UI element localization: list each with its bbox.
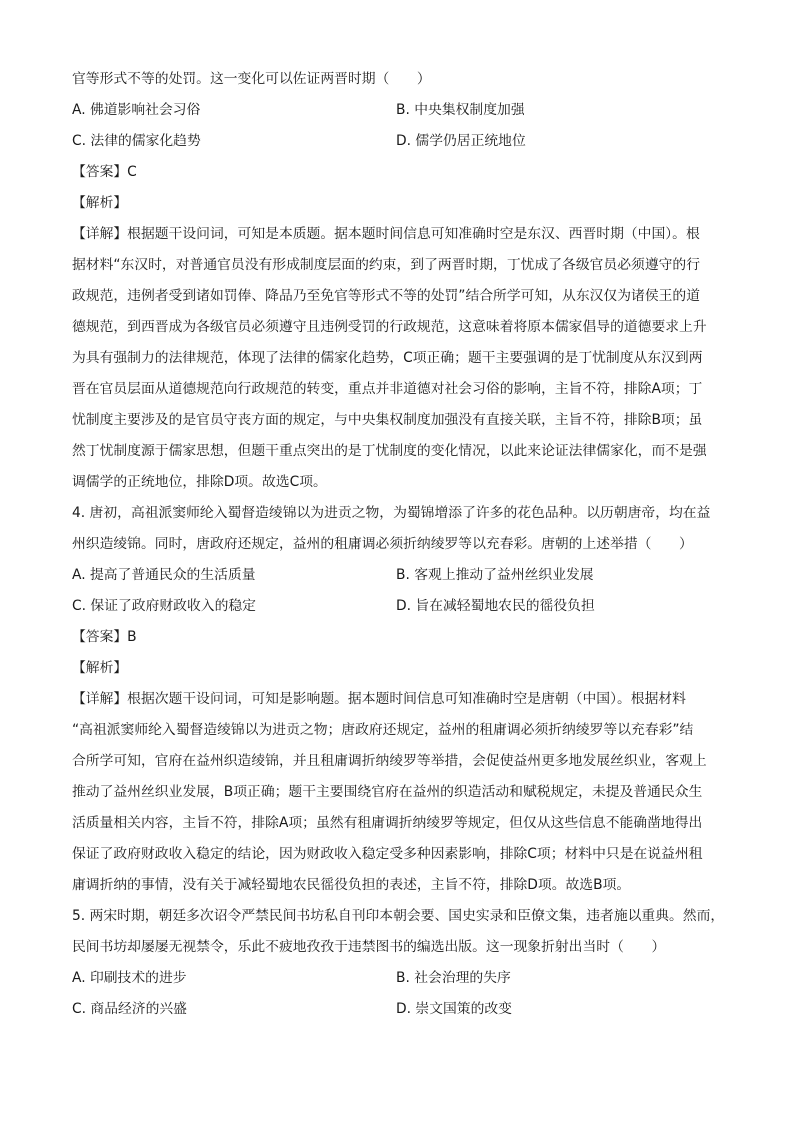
exam-page — [72, 64, 725, 1025]
q3-detail-line: 【详解】根据题干设问词，可知是本质题。据本题时间信息可知准确时空是东汉、西晋时期（中国）。根 — [72, 226, 700, 242]
q3-stem-tail: 官等形式不等的处罚。这一变化可以佐证两晋时期（ ） — [72, 71, 431, 87]
q4-analysis-label: 【解析】 — [72, 660, 128, 676]
q4-options-row-1 — [72, 560, 722, 591]
q4-detail-line: 合所学可知，官府在益州织造绫锦，并且租庸调折纳绫罗等举措，会促使益州更多地发展丝织业，客观上 — [72, 753, 707, 769]
q3-options-row-1 — [72, 95, 722, 126]
q3-detail-line: 然丁忧制度源于儒家思想，但题干重点突出的是丁忧制度的变化情况，以此来论证法律儒家化，而不是强 — [72, 443, 707, 459]
q4-detail-line: 【详解】根据次题干设问词，可知是影响题。据本题时间信息可知准确时空是唐朝（中国）。根据材料 — [72, 691, 686, 707]
q3-detail-line: 调儒学的正统地位，排除D项。故选C项。 — [72, 474, 327, 490]
q3-detail-line: 晋在官员层面从道德规范向行政规范的转变，重点并非道德对社会习俗的影响，主旨不符，排除A项；丁 — [72, 381, 703, 397]
q5-option-c[interactable]: C. 商品经济的兴盛 — [72, 1001, 187, 1017]
q4-detail-line: 保证了政府财政收入稳定的结论，因为财政收入稳定受多种因素影响，排除C项；材料中只是在说益州租 — [72, 846, 703, 862]
q3-detail-line: 忧制度主要涉及的是官员守丧方面的规定，与中央集权制度加强没有直接关联，主旨不符，排除B项；虽 — [72, 412, 703, 428]
q4-option-a[interactable]: A. 提高了普通民众的生活质量 — [72, 567, 256, 583]
q4-answer: 【答案】B — [72, 629, 137, 645]
q5-stem-line: 民间书坊却屡屡无视禁令，乐此不疲地孜孜于违禁图书的编选出版。这一现象折射出当时（ ） — [72, 939, 666, 955]
q3-detail-line: 政规范，违例者受到诸如罚俸、降品乃至免官等形式不等的处罚”结合所学可知，从东汉仅为诸侯王的道 — [72, 288, 701, 304]
q5-options-row-2 — [72, 994, 722, 1025]
q5-option-b[interactable]: B. 社会治理的失序 — [396, 970, 511, 986]
q5-options-row-1 — [72, 963, 722, 994]
q3-answer: 【答案】C — [72, 164, 137, 180]
q5-option-a[interactable]: A. 印刷技术的进步 — [72, 970, 187, 986]
q4-detail-line: 活质量相关内容，主旨不符，排除A项；虽然有租庸调折纳绫罗等规定，但仅从这些信息不能确凿地得出 — [72, 815, 703, 831]
q5-stem-line: 5. 两宋时期，朝廷多次诏令严禁民间书坊私自刊印本朝会要、国史实录和臣僚文集，违者施以重典。然而， — [72, 908, 725, 924]
q4-stem-line: 州织造绫锦。同时，唐政府还规定，益州的租庸调必须折纳绫罗等以充春彩。唐朝的上述举措（ ） — [72, 536, 693, 552]
q3-option-a[interactable]: A. 佛道影响社会习俗 — [72, 102, 201, 118]
q4-detail-line: 庸调折纳的事情，没有关于减轻蜀地农民徭役负担的表述，主旨不符，排除D项。故选B项。 — [72, 877, 631, 893]
q3-analysis-label: 【解析】 — [72, 195, 128, 211]
q4-options-row-2 — [72, 591, 722, 622]
q3-detail-line: 为具有强制力的法律规范，体现了法律的儒家化趋势，C项正确；题干主要强调的是丁忧制度从东汉到两 — [72, 350, 703, 366]
q3-detail-line: 据材料“东汉时，对普通官员没有形成制度层面的约束，到了两晋时期，丁忧成了各级官员必须遵守的行 — [72, 257, 701, 273]
q4-option-d[interactable]: D. 旨在减轻蜀地农民的徭役负担 — [396, 598, 595, 614]
q4-detail-line: “高祖派窦师纶入蜀督造绫锦以为进贡之物；唐政府还规定，益州的租庸调必须折纳绫罗等以充春彩”结 — [72, 722, 694, 738]
q4-detail-line: 推动了益州丝织业发展，B项正确；题干主要围绕官府在益州的织造活动和赋税规定，未提及普通民众生 — [72, 784, 703, 800]
q4-option-c[interactable]: C. 保证了政府财政收入的稳定 — [72, 598, 256, 614]
q3-option-c[interactable]: C. 法律的儒家化趋势 — [72, 133, 201, 149]
q3-detail-line: 德规范，到西晋成为各级官员必须遵守且违例受罚的行政规范，这意味着将原本儒家倡导的道德要求上升 — [72, 319, 707, 335]
q4-option-b[interactable]: B. 客观上推动了益州丝织业发展 — [396, 567, 594, 583]
q3-options-row-2 — [72, 126, 722, 157]
q3-option-d[interactable]: D. 儒学仍居正统地位 — [396, 133, 526, 149]
q4-stem-line: 4. 唐初，高祖派窦师纶入蜀督造绫锦以为进贡之物，为蜀锦增添了许多的花色品种。以历朝唐帝，均在益 — [72, 505, 711, 521]
q3-option-b[interactable]: B. 中央集权制度加强 — [396, 102, 525, 118]
q5-option-d[interactable]: D. 崇文国策的改变 — [396, 1001, 512, 1017]
